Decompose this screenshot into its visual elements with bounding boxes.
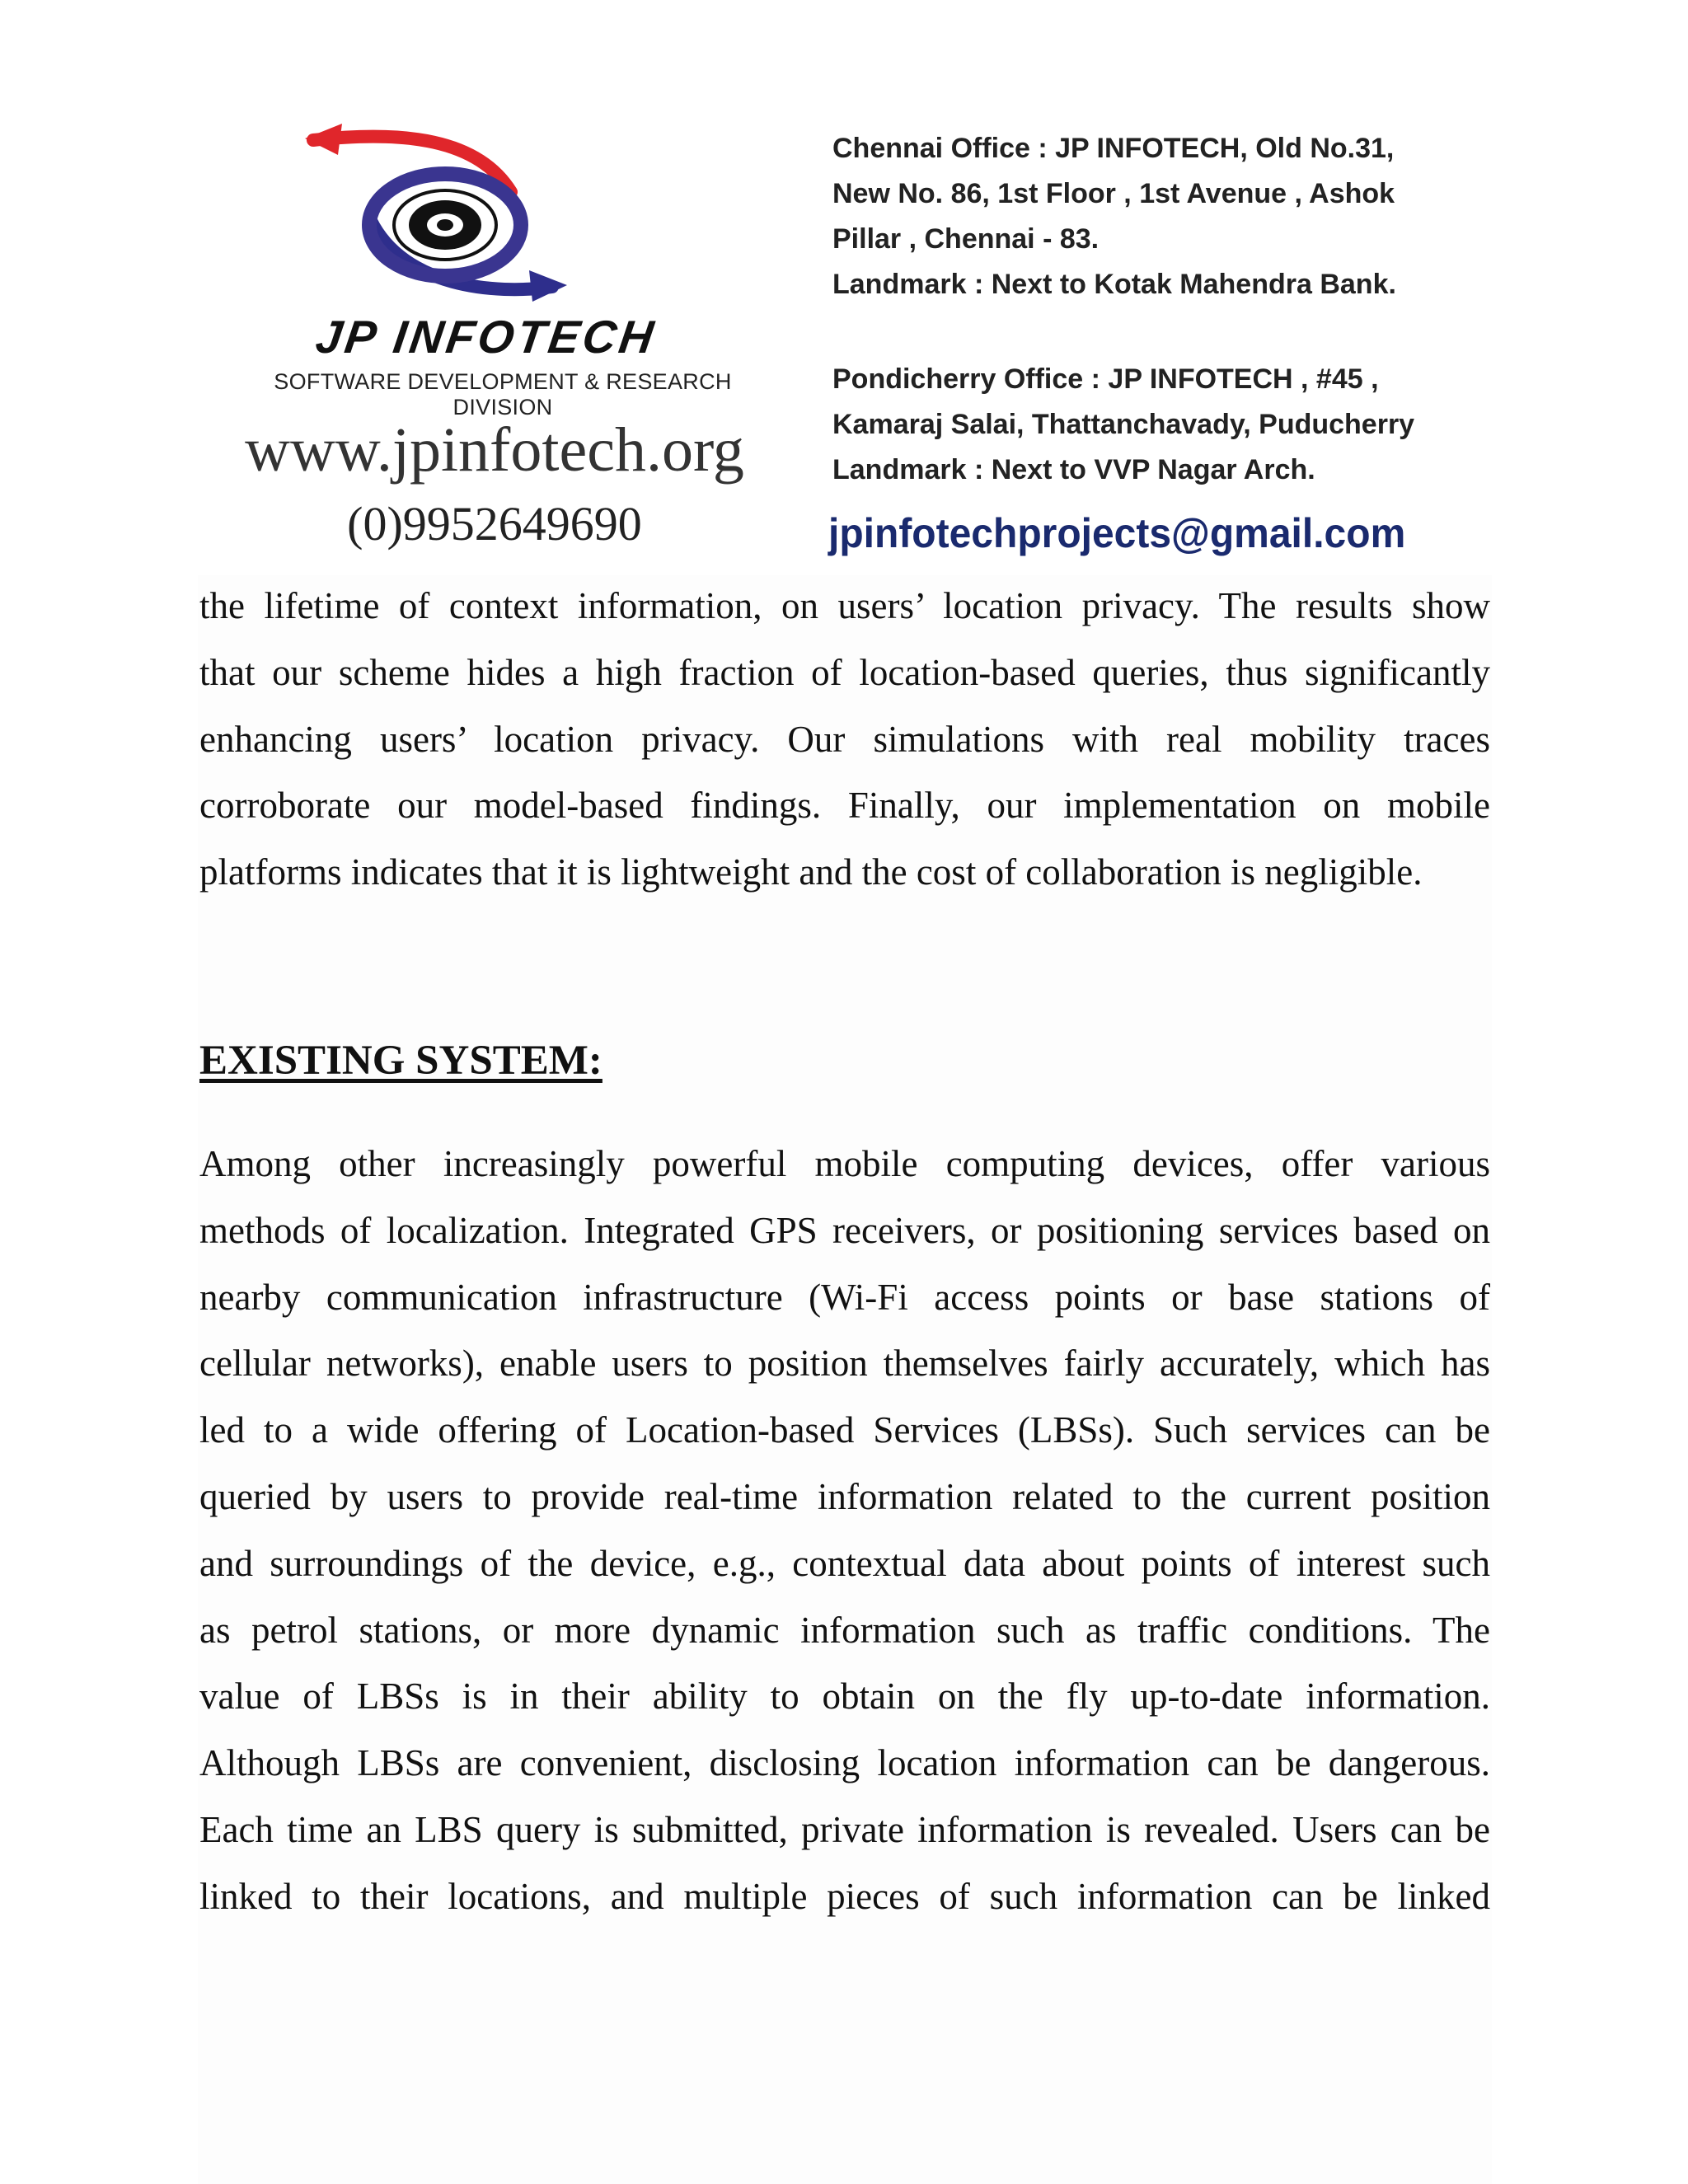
brand-phone: (0)9952649690 <box>347 497 642 551</box>
paragraph-line: Among other increasingly powerful mobile computing devices, offer various <box>199 1143 1490 1184</box>
contact-email[interactable]: jpinfotechprojects@gmail.com <box>828 510 1406 556</box>
paragraph-line: the lifetime of context information, on users’ location privacy. The results show <box>199 585 1490 626</box>
address-line: Landmark : Next to VVP Nagar Arch. <box>832 454 1315 485</box>
paragraph-line: platforms indicates that it is lightweight and the cost of collaboration is negligible. <box>199 851 1423 893</box>
section-heading: EXISTING SYSTEM: <box>199 1038 603 1084</box>
paragraph-line: led to a wide offering of Location-based Services (LBSs). Such services can be <box>199 1409 1490 1451</box>
intro-paragraph <box>199 573 1490 906</box>
paragraph-line: enhancing users’ location privacy. Our simulations with real mobility traces <box>199 718 1490 760</box>
paragraph-line: corroborate our model-based findings. Finally, our implementation on mobile <box>199 785 1490 827</box>
paragraph-line: nearby communication infrastructure (Wi-Fi access points or base stations of <box>199 1276 1490 1318</box>
address-line: New No. 86, 1st Floor , 1st Avenue , Ashok <box>832 178 1395 209</box>
jp-infotech-logo-icon <box>305 114 569 312</box>
brand-division: SOFTWARE DEVELOPMENT & RESEARCH DIVISION <box>274 369 732 419</box>
paragraph-line: that our scheme hides a high fraction of location-based queries, thus significantly <box>199 651 1490 693</box>
paragraph-line: value of LBSs is in their ability to obtain on the fly up-to-date information. <box>199 1675 1490 1718</box>
paragraph-line: methods of localization. Integrated GPS receivers, or positioning services based on <box>199 1209 1490 1251</box>
paragraph-line: linked to their locations, and multiple pieces of such information can be linked <box>199 1875 1490 1917</box>
address-line: Kamaraj Salai, Thattanchavady, Puducherry <box>832 409 1415 440</box>
paragraph-line: as petrol stations, or more dynamic information such as traffic conditions. The <box>199 1609 1490 1651</box>
paragraph-line: queried by users to provide real-time information related to the current position <box>199 1475 1490 1517</box>
address-line: Pillar , Chennai - 83. <box>832 223 1100 255</box>
paragraph-line: Each time an LBS query is submitted, private information is revealed. Users can be <box>199 1808 1490 1850</box>
address-line: Pondicherry Office : JP INFOTECH , #45 , <box>832 363 1379 395</box>
address-line: Chennai Office : JP INFOTECH, Old No.31, <box>832 133 1395 164</box>
pondicherry-office-address <box>832 357 1492 493</box>
paragraph-line: and surroundings of the device, e.g., contextual data about points of interest such <box>199 1542 1490 1584</box>
letterhead <box>198 97 1492 575</box>
address-line: Landmark : Next to Kotak Mahendra Bank. <box>832 269 1396 300</box>
paragraph-line: cellular networks), enable users to position themselves fairly accurately, which has <box>199 1343 1490 1385</box>
brand-name: JP INFOTECH <box>312 311 660 363</box>
chennai-office-address <box>832 126 1492 307</box>
paragraph-line: Although LBSs are convenient, disclosing location information can be dangerous. <box>199 1742 1490 1784</box>
brand-website[interactable]: www.jpinfotech.org <box>245 415 744 485</box>
existing-system-paragraph <box>199 1131 1490 1930</box>
